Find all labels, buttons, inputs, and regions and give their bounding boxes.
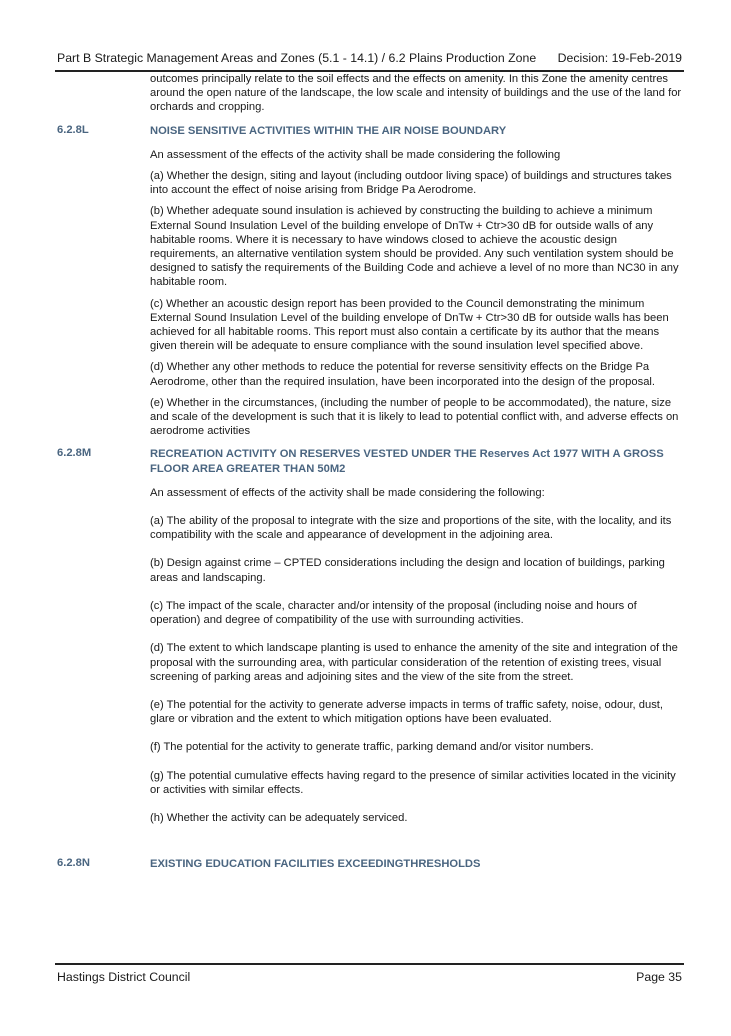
criterion-a: (a) Whether the design, siting and layout (including outdoor living space) of buildings and structures takes into account the effect of noise arising from Bridge Pa Aerodrome. [150, 170, 672, 197]
criterion-a: (a) The ability of the proposal to integrate with the size and proportions of the site, with the locality, and its compatibility with the scale and appearance of development in the adjoining area. [150, 515, 672, 542]
section-heading: RECREATION ACTIVITY ON RESERVES VESTED UNDER THE Reserves Act 1977 WITH A GROSS FLOOR AREA GREATER THAN 50M2 [150, 448, 664, 475]
criterion-e: (e) The potential for the activity to generate adverse impacts in terms of traffic safety, noise, odour, dust, glare or vibration and the extent to which mitigation options have been evaluated. [150, 698, 664, 726]
section-6-2-8m [57, 447, 684, 825]
criterion-c: (c) The impact of the scale, character and/or intensity of the proposal (including noise and hours of operation) and degree of compatibility of the use with surrounding activities. [150, 599, 637, 627]
assessment-intro: An assessment of the effects of the activity shall be made considering the following [150, 148, 561, 161]
section-number: 6.2.8M [57, 447, 92, 460]
assessment-intro: An assessment of effects of the activity shall be made considering the following: [150, 486, 545, 499]
footer-divider [55, 963, 684, 965]
criterion-d: (d) Whether any other methods to reduce the potential for reverse sensitivity effects on the Bridge Pa Aerodrome, other than the required insulation, have been incorporated into the design of the proposal. [150, 361, 656, 388]
document-title: Part B Strategic Management Areas and Zones (5.1 - 14.1) / 6.2 Plains Production Zone [57, 51, 537, 65]
criterion-b: (b) Design against crime – CPTED considerations including the design and location of buildings, parking areas and landscaping. [150, 557, 665, 584]
criterion-d: (d) The extent to which landscape planting is used to enhance the amenity of the site and integration of the proposal with the surrounding area, with particular consideration of the retention of existing trees, visual screening of parking areas and adjoining sites and the view of the site from the street. [150, 642, 678, 683]
intro-paragraph: outcomes principally relate to the soil effects and the effects on amenity. In this Zone the amenity centres around the open nature of the landscape, the low scale and intensity of buildings and the use of the land for orchards and cropping. [150, 73, 682, 114]
criterion-g: (g) The potential cumulative effects having regard to the presence of similar activities located in the vicinity or activities with similar effects. [150, 769, 676, 796]
section-6-2-8n [57, 857, 684, 871]
section-number: 6.2.8L [57, 123, 89, 136]
section-6-2-8l [57, 124, 684, 439]
section-number: 6.2.8N [57, 857, 90, 870]
decision-date: Decision: 19-Feb-2019 [557, 51, 682, 65]
criterion-b: (b) Whether adequate sound insulation is achieved by constructing the building to achieve a minimum External Sound Insulation Level of the building envelope of DnTw + Ctr>30 dB for outside walls of any habitable rooms. Where it is necessary to have windows closed to achieve the acoustic design requirements, an alternative ventilation system should be provided. Any such ventilation system should be designed to satisfy the requirements of the Building Code and achieve a level of no more than NC30 in any habitable room. [150, 205, 679, 289]
section-heading: EXISTING EDUCATION FACILITIES EXCEEDINGTHRESHOLDS [150, 858, 481, 871]
page-number: Page 35 [636, 970, 682, 984]
criterion-e: (e) Whether in the circumstances, (including the number of people to be accommodated), the nature, size and scale of the development is such that it is likely to lead to potential conflict with, and adverse effects on aerodrome activities [150, 396, 679, 438]
page-body [57, 72, 684, 881]
council-name: Hastings District Council [57, 970, 191, 984]
criterion-f: (f) The potential for the activity to generate traffic, parking demand and/or visitor numbers. [150, 741, 594, 754]
criterion-h: (h) Whether the activity can be adequately serviced. [150, 811, 408, 824]
criterion-c: (c) Whether an acoustic design report has been provided to the Council demonstrating the minimum External Sound Insulation Level of the building envelope of DnTw + Ctr>30 dB for outside walls has been achieved for all habitable rooms. This report must also contain a certificate by its author that the means given therein will be adequate to ensure compliance with the sound insulation level specified above. [150, 297, 669, 353]
section-heading: NOISE SENSITIVE ACTIVITIES WITHIN THE AIR NOISE BOUNDARY [150, 124, 507, 137]
